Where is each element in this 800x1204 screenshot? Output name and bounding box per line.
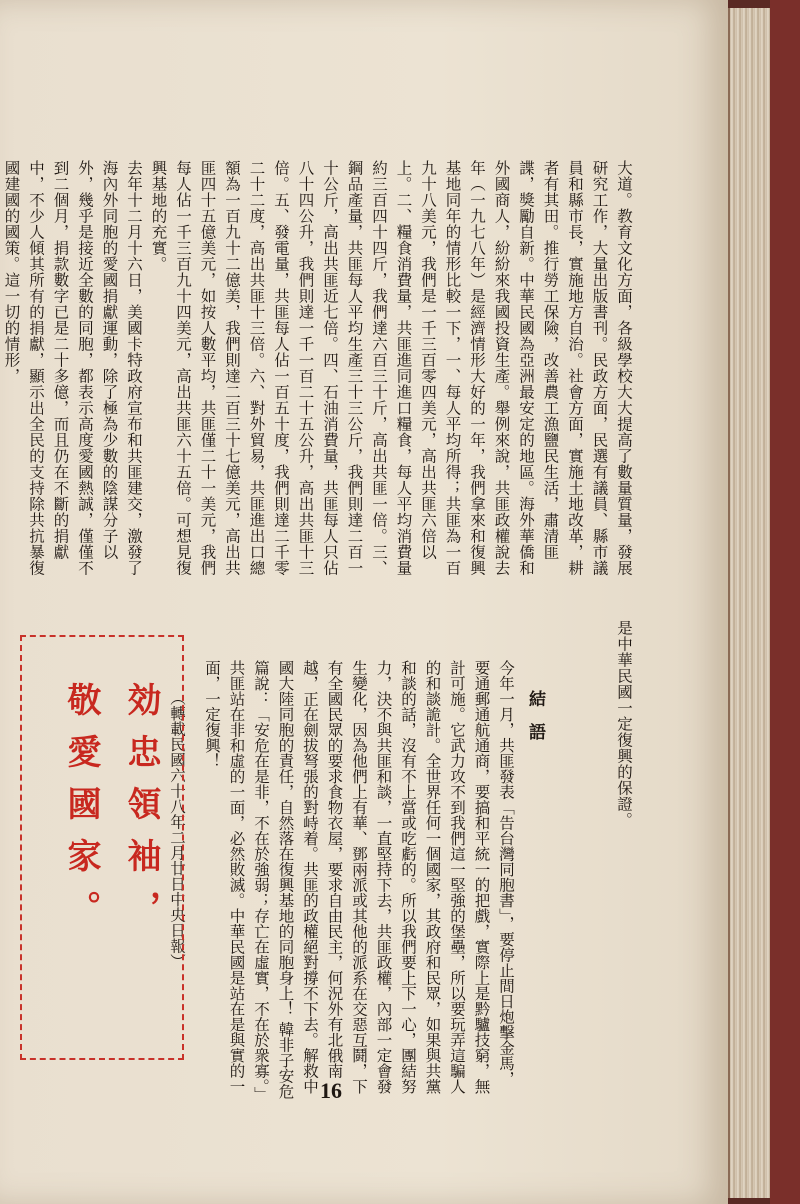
slogan-box xyxy=(20,635,184,1060)
slogan-line-2: 敬愛國家。 xyxy=(61,682,101,942)
page-number: 16 xyxy=(320,1078,342,1103)
closing-line: 是中華民國一定復興的保證。 xyxy=(615,620,633,828)
book-cover-edge xyxy=(770,0,800,1204)
source-citation: （轉載民國六十八年二月廿日中央日報） xyxy=(168,690,186,969)
main-body-text: 大道。教育文化方面，各級學校大大提高了數量質量，發展研究工作，大量出版書刊。民政方面，民選有議員、縣市議員和縣市長，實施地方自治。社會方面，實施土地改革，耕者有其田。推行勞工保險，改善農工漁鹽民生活，肅清匪諜，獎勵自新。中華民國為亞洲最安定的地區。海外華僑和外國商人，紛紛來我國投資生產。舉例來說，共匪政權說去年（一九七八年）是經濟情形大好的一年，我們拿來和復興基地同年的情形比較一下，一、每人平均所得；共匪為一百九十八美元，我們是一千三百零四美元，高出共匪六倍以上。二、糧食消費量，共匪進同進口糧食，每人平均消費量約三百四十四斤，我們達六百三十斤，高出共匪一倍。三、鋼品產量，共匪每人平均生產三十三公斤，我們則達二百一十公斤，高出共匪近七倍。四、石油消費量，共匪每人只佔八十四公升，我們則達一千一百二十五公升，高出共匪十三倍。五、發電量，共匪每人佔一百五十度，我們則達二千零二十二度，高出共匪十三倍。六、對外貿易，共匪進出口總額為一百九十二億美，我們則達二百三十七億美元，高出共匪四十五億美元，如按人數平均，共匪僅二十一美元，我們每人佔一千三百九十四美元，高出共匪六十五倍。可想見復興基地的充實。 去年十二月十六日，美國卡特政府宣布和共匪建交，激發了海內外同胞的愛國捐獻運動，除了極為少數的陰謀分子以外，幾乎是接近全數的同胞，都表示高度愛國熱誠，僅僅不到二個月，捐款數字已是二十多億，而且仍在不斷的捐獻中，不少人傾其所有的捐獻，顯示出全民的支持除共抗暴復國建國的國策。這一切的情形， xyxy=(2,160,633,576)
slogan-line-1: 効忠領袖， xyxy=(121,682,161,942)
conclusion-heading: 結語 xyxy=(525,690,545,756)
conclusion-text: 今年一月，共匪發表「告台灣同胞書」，要停止間日炮擊金馬，要通郵通航通商，要搞和平統一的把戲，實際上是黔驢技窮，無計可施。它武力攻不到我們這一堅強的堡壘，所以要玩弄這騙人的和談詭計。全世界任何一個國家，其政府和民眾，如果與共黨和談的話，沒有不上當或吃虧的。所以我們要上下一心，團結努力，決不與共匪和談，一直堅持下去，共匪政權，內部一定會發生變化，因為他們上有華、鄧兩派或其他的派系在交惡互鬪，下有全國民眾的要求食物衣屋，要求自由民主，何況外有北俄南越，正在劍拔弩張的對峙着。共匪的政權絕對撐不下去。解救中國大陸同胞的責任，自然落在復興基地的同胞身上！ 韓非子安危篇說：「安危在是非，不在於強弱；存亡在虛實，不在於衆寡。」共匪站在非和虛的一面，必然敗滅。中華民國是站在是與實的一面，一定復興！ xyxy=(203,660,515,1099)
